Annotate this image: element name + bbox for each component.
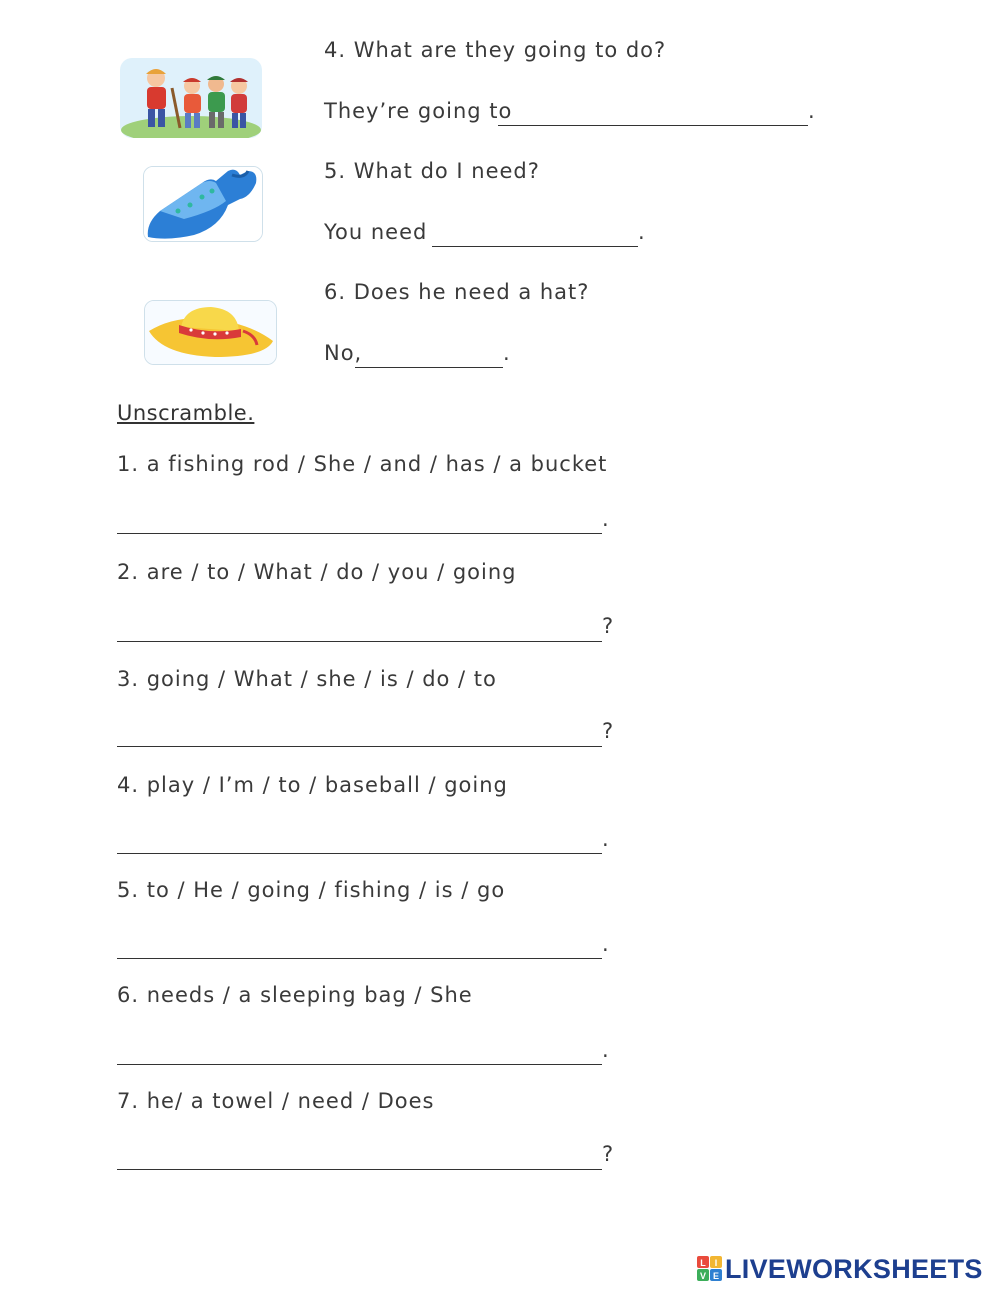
liveworksheets-badge-icon <box>697 1256 723 1282</box>
answer-prefix-6: No, <box>324 341 363 365</box>
answer-prefix-4: They’re going to <box>324 99 513 123</box>
unscramble-input-7[interactable] <box>117 1140 602 1170</box>
unscramble-end-punct-4: . <box>602 827 609 851</box>
unscramble-input-4[interactable] <box>117 824 602 854</box>
unscramble-end-punct-2: ? <box>602 614 614 638</box>
unscramble-end-punct-3: ? <box>602 719 614 743</box>
unscramble-input-3[interactable] <box>117 717 602 747</box>
unscramble-prompt-4: 4. play / I’m / to / baseball / going <box>117 773 508 797</box>
question-5: 5. What do I need? <box>324 159 540 183</box>
sun-hat-picture <box>144 300 277 365</box>
unscramble-input-1[interactable] <box>117 504 602 534</box>
question-4: 4. What are they going to do? <box>324 38 667 62</box>
logo-text: LIVEWORKSHEETS <box>725 1253 983 1284</box>
answer-end-punct-4: . <box>808 99 815 123</box>
answer-input-4[interactable] <box>498 96 808 126</box>
unscramble-prompt-3: 3. going / What / she / is / do / to <box>117 667 497 691</box>
unscramble-input-5[interactable] <box>117 929 602 959</box>
unscramble-prompt-2: 2. are / to / What / do / you / going <box>117 560 517 584</box>
svg-text:I: I <box>714 1258 718 1268</box>
answer-prefix-5: You need <box>324 220 428 244</box>
unscramble-end-punct-1: . <box>602 507 609 531</box>
unscramble-end-punct-6: . <box>602 1038 609 1062</box>
svg-text:E: E <box>712 1271 720 1281</box>
kids-baseball-picture <box>120 58 262 138</box>
answer-input-5[interactable] <box>432 217 638 247</box>
question-6: 6. Does he need a hat? <box>324 280 590 304</box>
unscramble-prompt-1: 1. a fishing rod / She / and / has / a bucket <box>117 452 608 476</box>
liveworksheets-logo <box>697 1254 983 1284</box>
svg-text:L: L <box>700 1258 706 1268</box>
unscramble-heading: Unscramble. <box>117 401 255 425</box>
answer-end-punct-6: . <box>503 341 510 365</box>
unscramble-prompt-7: 7. he/ a towel / need / Does <box>117 1089 435 1113</box>
answer-end-punct-5: . <box>638 220 645 244</box>
unscramble-input-2[interactable] <box>117 612 602 642</box>
swimsuit-picture <box>143 166 263 242</box>
unscramble-end-punct-7: ? <box>602 1142 614 1166</box>
svg-text:V: V <box>699 1271 707 1281</box>
unscramble-input-6[interactable] <box>117 1035 602 1065</box>
unscramble-end-punct-5: . <box>602 932 609 956</box>
answer-input-6[interactable] <box>355 338 503 368</box>
unscramble-prompt-6: 6. needs / a sleeping bag / She <box>117 983 473 1007</box>
unscramble-prompt-5: 5. to / He / going / fishing / is / go <box>117 878 506 902</box>
